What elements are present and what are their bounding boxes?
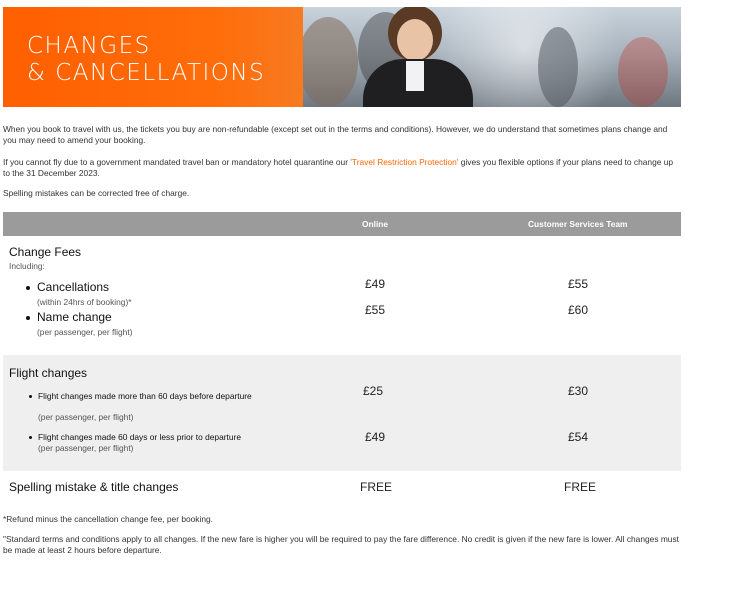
flight-change-under-60-cst-price: £54 [568,430,589,444]
flight-change-under-60-note: (per passenger, per flight) [38,443,134,453]
name-change-cst-price: £60 [568,303,589,317]
spelling-online-price: FREE [360,480,393,494]
travel-restriction-protection-link[interactable]: 'Travel Restriction Protection' [350,157,459,167]
fees-table-header [3,212,681,236]
travel-restriction-paragraph [3,157,679,179]
name-change-online-price: £55 [365,303,386,317]
spelling-cst-price: FREE [564,480,597,494]
change-fees-subtitle: Including: [9,261,45,271]
banner-photo [288,7,681,107]
column-header-customer-services: Customer Services Team [528,219,628,229]
flight-change-under-60-label: Flight changes made 60 days or less prior to departure [38,432,241,442]
flight-change-over-60-cst-price: £30 [568,384,589,398]
spelling-note: Spelling mistakes can be corrected free of charge. [3,188,190,198]
page-content [3,7,681,555]
cancellations-note: (within 24hrs of booking)* [37,297,132,307]
flight-change-under-60-online-price: £49 [365,430,386,444]
change-fees-title: Change Fees [9,245,82,259]
name-change-note: (per passenger, per flight) [37,327,133,337]
cancellations-cst-price: £55 [568,277,589,291]
flight-change-over-60-label: Flight changes made more than 60 days before departure [38,391,252,401]
bullet-icon [26,316,30,320]
name-change-label: Name change [37,310,112,324]
bullet-icon [29,395,32,398]
column-header-online: Online [362,219,389,229]
flight-changes-title: Flight changes [9,366,88,380]
travel-restriction-text-post: gives you flexible options if your plans need to change up to the 31 December 2023. [3,157,674,178]
flight-change-over-60-online-price: £25 [363,384,384,398]
travel-restriction-text-pre: If you cannot fly due to a government mandated travel ban or mandatory hotel quarantine our [3,157,351,167]
intro-paragraph: When you book to travel with us, the tickets you buy are non-refundable (except set out in the terms and conditions). However, we do understand that sometimes plans change and you may need to amend your booking. [3,124,668,145]
cancellations-label: Cancellations [37,280,110,294]
terms-footnote: "Standard terms and conditions apply to all changes. If the new fare is higher you will be required to pay the fare difference. No credit is given if the new fare is lower. All changes must be made at least 2 hours before departure. [3,534,679,555]
bullet-icon [26,286,30,290]
banner-title: CHANGES & CANCELLATIONS [27,33,266,86]
hero-banner [3,7,681,107]
refund-footnote: *Refund minus the cancellation change fee, per booking. [3,514,213,524]
bullet-icon [29,436,32,439]
spelling-changes-title: Spelling mistake & title changes [9,480,179,494]
flight-change-over-60-note: (per passenger, per flight) [38,412,134,422]
cancellations-online-price: £49 [365,277,386,291]
